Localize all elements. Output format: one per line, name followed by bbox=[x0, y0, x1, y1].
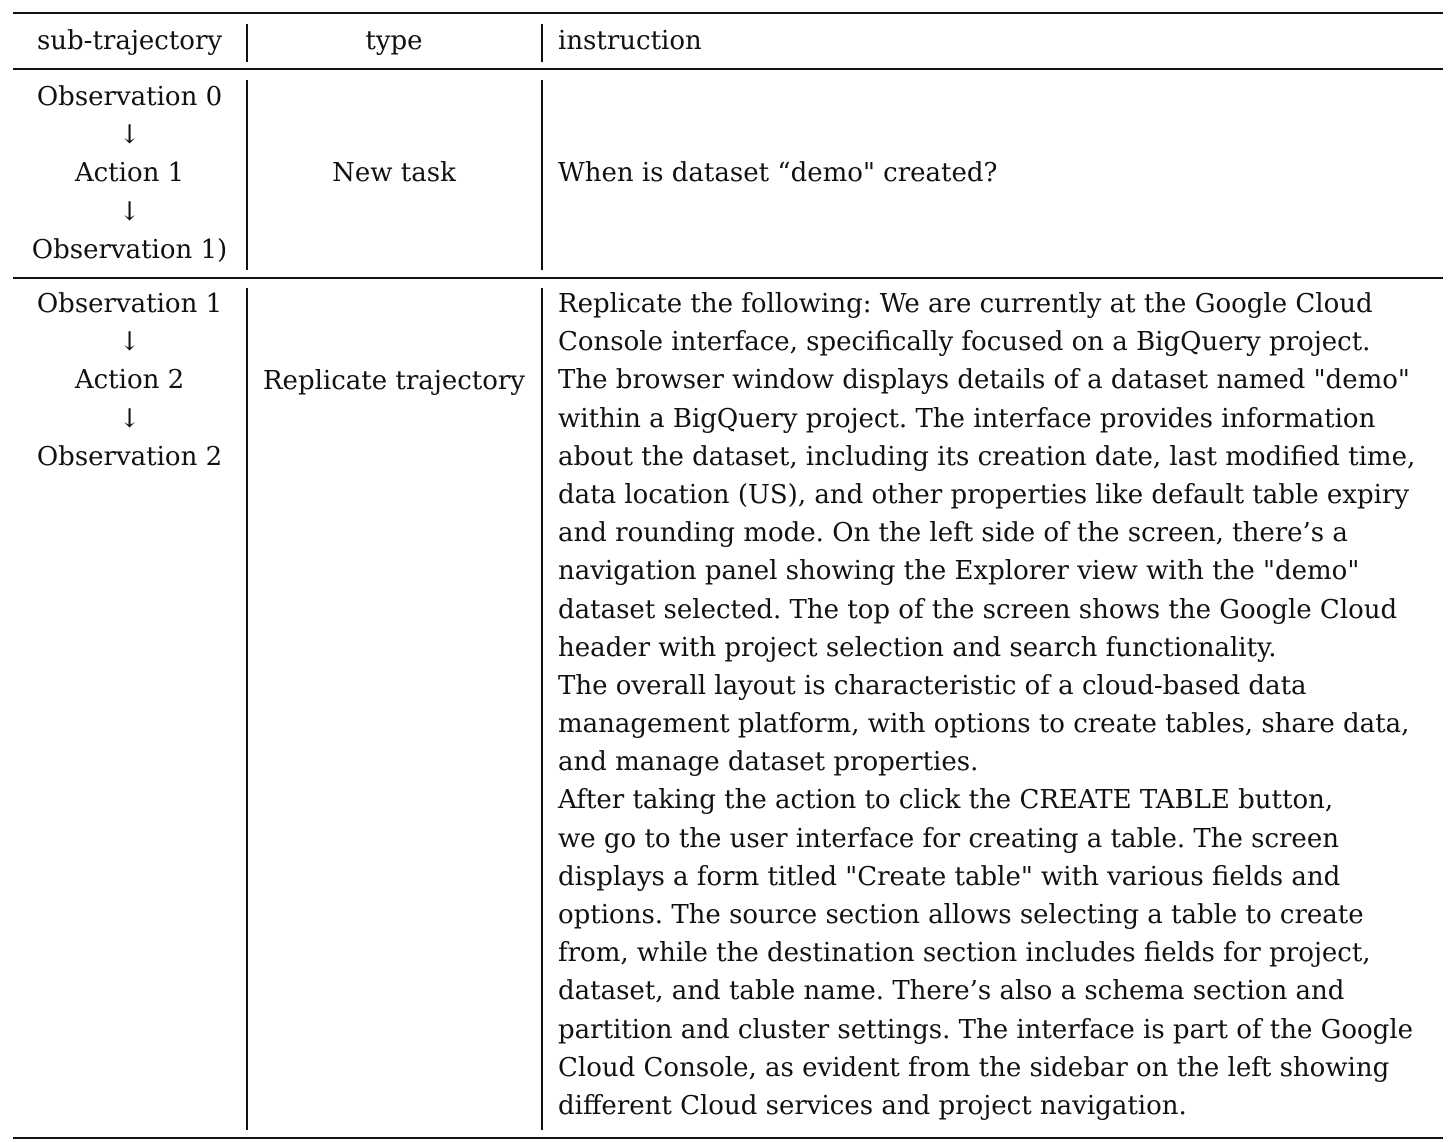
header-divider-2 bbox=[541, 24, 543, 62]
instruction-line: options. The source section allows selecting a table to create bbox=[558, 900, 1364, 930]
instruction-line: displays a form titled "Create table" with various fields and bbox=[558, 861, 1341, 892]
instruction-line: within a BigQuery project. The interface provides information bbox=[558, 403, 1376, 434]
row2-divider-1 bbox=[246, 288, 248, 1130]
row2-type: Replicate trajectory bbox=[262, 366, 525, 396]
instruction-line: and manage dataset properties. bbox=[558, 747, 979, 778]
instruction-line: dataset, and table name. There’s also a schema section and bbox=[558, 976, 1345, 1007]
column-header-instruction: instruction bbox=[558, 26, 702, 56]
row1-divider-2 bbox=[541, 80, 543, 270]
down-arrow-icon: ↓ bbox=[118, 120, 141, 151]
instruction-line: Replicate the following: We are currently at the Google Cloud bbox=[558, 289, 1373, 319]
instruction-line: Cloud Console, as evident from the sidebar on the left showing bbox=[558, 1052, 1390, 1083]
instruction-line: and rounding mode. On the left side of the screen, there’s a bbox=[558, 518, 1348, 549]
down-arrow-icon: ↓ bbox=[118, 196, 141, 227]
row1-instruction: When is dataset “demo" created? bbox=[558, 158, 998, 188]
instruction-line: we go to the user interface for creating a table. The screen bbox=[558, 823, 1339, 854]
row1-sub-trajectory bbox=[13, 78, 246, 269]
column-header-type: type bbox=[365, 26, 423, 56]
row2-instruction bbox=[558, 285, 1415, 1125]
trajectory-step: Observation 0 bbox=[36, 82, 223, 112]
instruction-line: from, while the destination section includes fields for project, bbox=[558, 938, 1371, 969]
instruction-line: The browser window displays details of a dataset named "demo" bbox=[558, 365, 1410, 396]
instruction-line: about the dataset, including its creation date, last modified time, bbox=[558, 441, 1416, 472]
header-rule bbox=[13, 68, 1443, 70]
column-header-sub-trajectory: sub-trajectory bbox=[36, 26, 223, 56]
instruction-line: navigation panel showing the Explorer view with the "demo" bbox=[558, 556, 1360, 587]
row2-divider-2 bbox=[541, 288, 543, 1130]
trajectory-step: Action 1 bbox=[74, 158, 185, 189]
trajectory-step: Observation 1 bbox=[36, 289, 223, 319]
instruction-line: After taking the action to click the CREATE TABLE button, bbox=[558, 785, 1334, 816]
instruction-line: dataset selected. The top of the screen shows the Google Cloud bbox=[558, 594, 1398, 625]
trajectory-step: Observation 1) bbox=[31, 234, 228, 265]
instruction-line: management platform, with options to create tables, share data, bbox=[558, 709, 1410, 740]
instruction-line: The overall layout is characteristic of a cloud-based data bbox=[558, 670, 1307, 701]
instruction-line: partition and cluster settings. The interface is part of the Google bbox=[558, 1014, 1414, 1045]
trajectory-step: Action 2 bbox=[74, 365, 185, 396]
trajectory-step: Observation 2 bbox=[36, 441, 223, 472]
instruction-line: data location (US), and other properties like default table expiry bbox=[558, 479, 1410, 510]
table-top-rule bbox=[13, 12, 1443, 14]
table-bottom-rule bbox=[13, 1137, 1443, 1139]
instruction-line: header with project selection and search functionality. bbox=[558, 632, 1277, 663]
instruction-line: different Cloud services and project navigation. bbox=[558, 1090, 1187, 1121]
row1-type: New task bbox=[332, 158, 456, 188]
down-arrow-icon: ↓ bbox=[118, 403, 141, 434]
down-arrow-icon: ↓ bbox=[118, 327, 141, 358]
row2-sub-trajectory bbox=[13, 285, 246, 476]
instruction-line: Console interface, specifically focused on a BigQuery project. bbox=[558, 327, 1371, 358]
row-separator-rule bbox=[13, 277, 1443, 279]
